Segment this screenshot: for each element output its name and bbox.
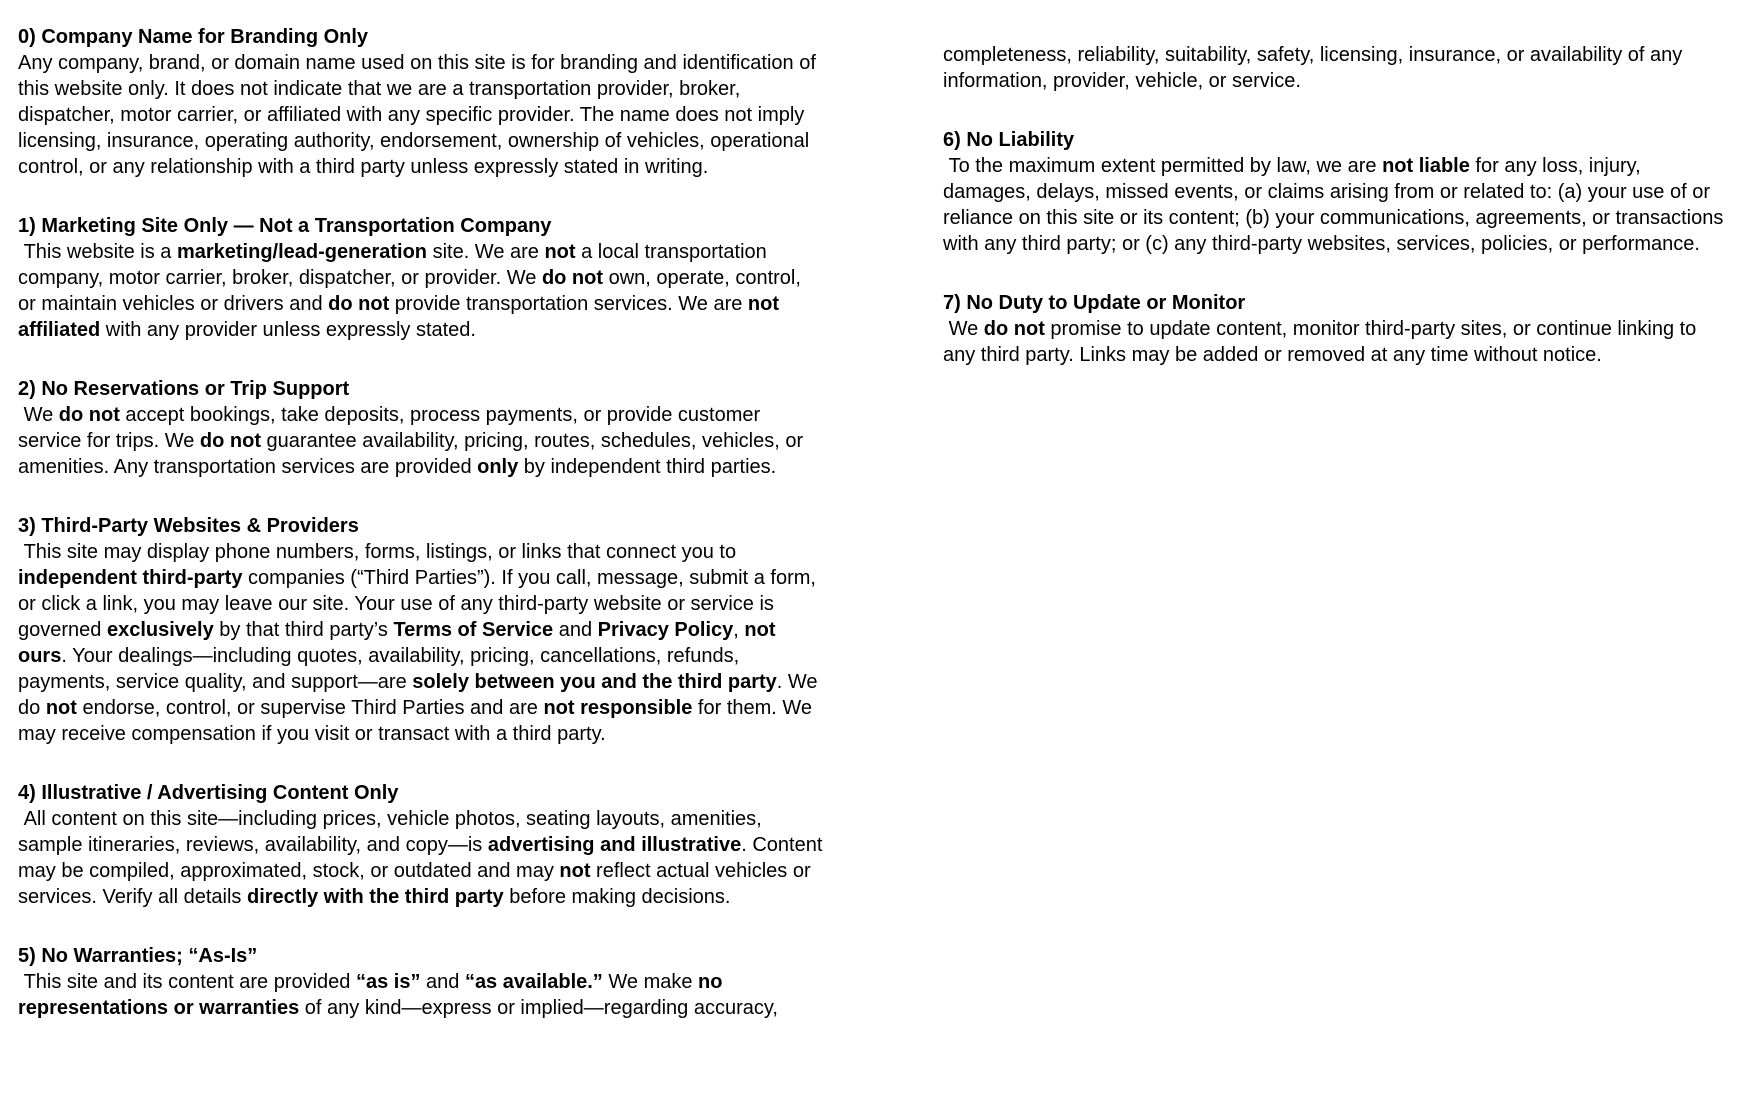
body-text: This website is a (18, 241, 177, 263)
section-heading: 3) Third-Party Websites & Providers (18, 515, 359, 537)
emphasis-text: do not (199, 430, 261, 452)
body-text: own, operate, control, or maintain vehicles or drivers and (18, 267, 807, 315)
disclaimer-section (18, 780, 828, 910)
emphasis-text: not (559, 860, 591, 882)
emphasis-text: directly with the third party (246, 886, 504, 908)
section-body (18, 539, 824, 747)
disclaimer-section (943, 290, 1731, 368)
section-heading: 7) No Duty to Update or Monitor (943, 292, 1246, 314)
body-text: reflect actual vehicles or services. Verify all details (18, 860, 817, 908)
emphasis-text: not liable (1382, 155, 1470, 177)
body-text: . Your dealings—including quotes, availability, pricing, cancellations, refunds, payments, service quality, and support—are (18, 645, 745, 693)
section-body (18, 50, 824, 180)
body-text: guarantee availability, pricing, routes, schedules, vehicles, or amenities. Any transportation services are provided (18, 430, 809, 478)
body-text: completeness, reliability, suitability, safety, licensing, insurance, or availability of any information, provider, vehicle, or service. (943, 44, 1688, 92)
section-body (18, 806, 828, 910)
emphasis-text: do not (983, 318, 1045, 340)
emphasis-text: exclusively (106, 619, 214, 641)
body-text: promise to update content, monitor third-party sites, or continue linking to any third party. Links may be added or removed at any time without notice. (943, 318, 1702, 366)
body-text: All content on this site—including prices, vehicle photos, seating layouts, amenities, sample itineraries, reviews, availability, and copy—is (18, 808, 768, 856)
section-body (943, 316, 1731, 368)
emphasis-text: independent third-party (18, 567, 243, 589)
body-text: We (943, 318, 984, 340)
emphasis-text: no representations or warranties (18, 971, 729, 1019)
disclaimer-section (18, 213, 824, 343)
emphasis-text: do not (328, 293, 390, 315)
body-text: To the maximum extent permitted by law, we are (943, 155, 1383, 177)
body-text: Any company, brand, or domain name used on this site is for branding and identification of this website only. It does not indicate that we are a transportation provider, broker, dispatcher, motor carrier, or affiliated with any specific provider. The name does not imply licensing, insurance, operating authority, endorsement, ownership of vehicles, operational control, or any relationship with a third party unless expressly stated in writing. (18, 52, 822, 178)
section-body (943, 153, 1731, 257)
text-column-right (943, 42, 1731, 401)
body-text: endorse, control, or supervise Third Parties and are (76, 697, 544, 719)
body-text: We (18, 404, 59, 426)
body-text: and (553, 619, 598, 641)
body-text: a local transportation company, motor carrier, broker, dispatcher, or provider. We (18, 241, 773, 289)
section-body (18, 239, 824, 343)
section-body (943, 42, 1731, 94)
section-heading: 2) No Reservations or Trip Support (18, 378, 350, 400)
section-heading: 4) Illustrative / Advertising Content Only (18, 782, 399, 804)
emphasis-text: advertising and illustrative (487, 834, 742, 856)
body-text: site. We are (427, 241, 545, 263)
section-body (18, 969, 824, 1021)
body-text: before making decisions. (503, 886, 731, 908)
body-text: , (733, 619, 745, 641)
emphasis-text: not (544, 241, 576, 263)
body-text: companies (“Third Parties”). If you call, message, submit a form, or click a link, you may leave our site. Your use of any third-party website or service is governed (18, 567, 822, 641)
body-text: by independent third parties. (518, 456, 777, 478)
disclaimer-section (943, 127, 1731, 257)
emphasis-text: marketing/lead-generation (176, 241, 428, 263)
body-text: We make (602, 971, 699, 993)
disclaimer-section (18, 943, 824, 1021)
body-text: for any loss, injury, damages, delays, missed events, or claims arising from or related to: (a) your use of or reliance on this site or its content; (b) your communications, agreements, or transactions with any third party; or (c) any third-party websites, services, policies, or performance. (943, 155, 1729, 255)
disclaimer-section (18, 513, 824, 747)
emphasis-text: do not (541, 267, 604, 289)
body-text: for them. We may receive compensation if you visit or transact with a third party. (18, 697, 818, 745)
emphasis-text: not (45, 697, 77, 719)
body-text: with any provider unless expressly stated. (100, 319, 476, 341)
body-text: This site may display phone numbers, forms, listings, or links that connect you to (18, 541, 742, 563)
emphasis-text: not ours (18, 619, 782, 667)
disclaimer-section (18, 376, 824, 480)
body-text: . We do (18, 671, 824, 719)
body-text: . Content may be compiled, approximated, stock, or outdated and may (18, 834, 828, 882)
body-text: accept bookings, take deposits, process payments, or provide customer service for trips. We (18, 404, 766, 452)
body-text: and (420, 971, 465, 993)
body-text: by that third party’s (213, 619, 394, 641)
text-column-left (18, 24, 828, 1054)
disclaimer-section (18, 24, 824, 180)
disclaimer-section (943, 42, 1731, 94)
section-body (18, 402, 824, 480)
emphasis-text: not responsible (543, 697, 693, 719)
emphasis-text: “as available.” (464, 971, 603, 993)
emphasis-text: Privacy Policy (597, 619, 734, 641)
section-heading: 5) No Warranties; “As-Is” (18, 945, 258, 967)
section-heading: 6) No Liability (943, 129, 1075, 151)
body-text: This site and its content are provided (18, 971, 356, 993)
section-heading: 0) Company Name for Branding Only (18, 26, 369, 48)
emphasis-text: only (477, 456, 519, 478)
emphasis-text: “as is” (355, 971, 421, 993)
body-text: of any kind—express or implied—regarding accuracy, (299, 997, 778, 1019)
emphasis-text: not affiliated (18, 293, 785, 341)
section-heading: 1) Marketing Site Only — Not a Transportation Company (18, 215, 552, 237)
emphasis-text: solely between you and the third party (412, 671, 777, 693)
emphasis-text: Terms of Service (393, 619, 554, 641)
body-text: provide transportation services. We are (389, 293, 748, 315)
emphasis-text: do not (58, 404, 120, 426)
